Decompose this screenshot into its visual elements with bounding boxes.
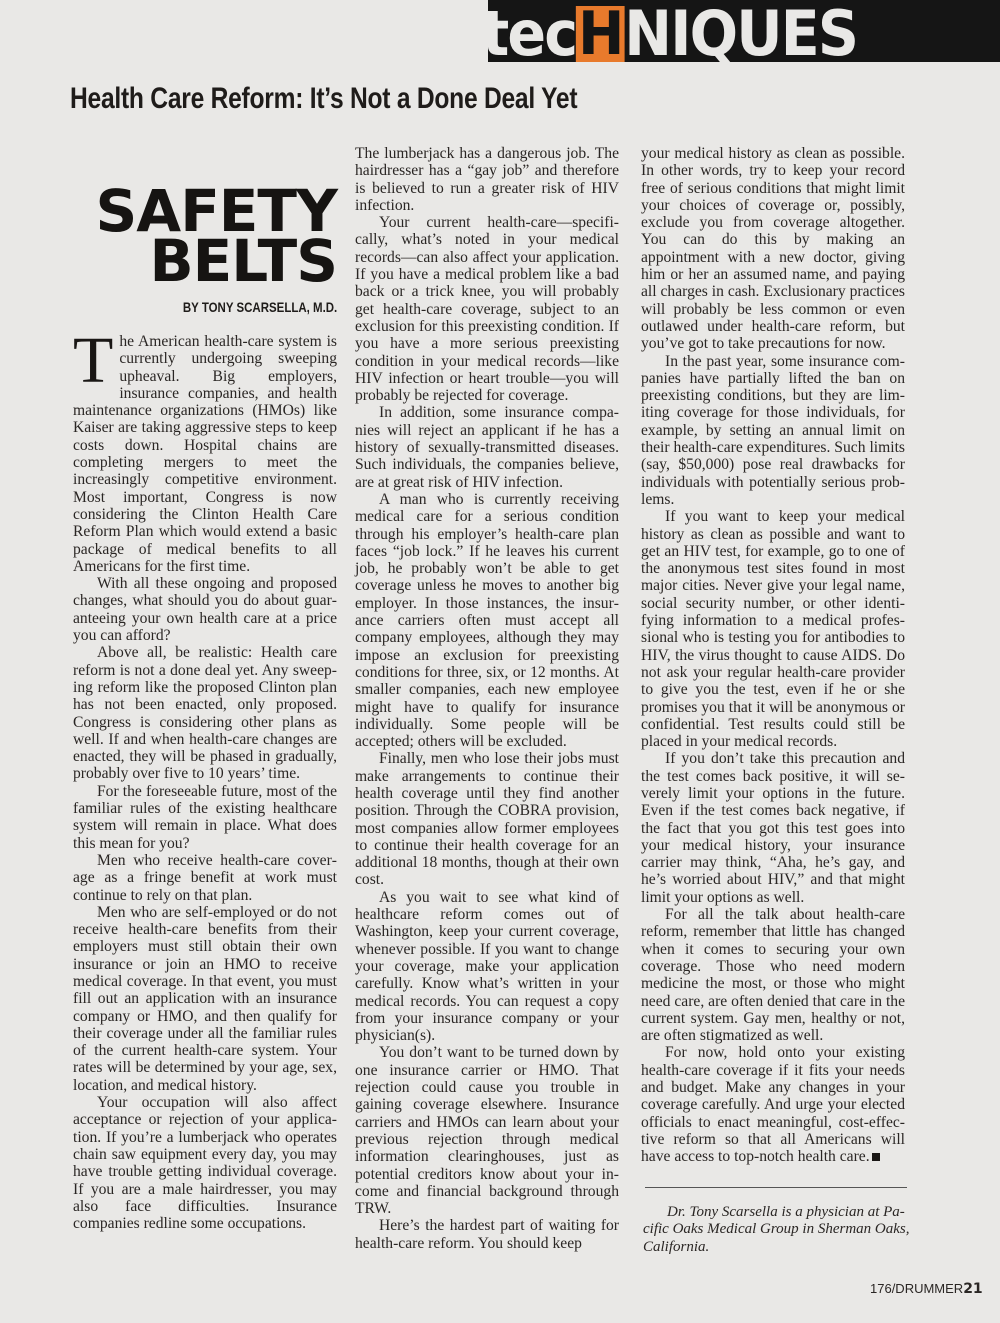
bio-divider: [645, 1187, 907, 1188]
section-title-start: tec: [482, 0, 577, 70]
paragraph: For all the talk about health-care reform, remember that little has changed when it comes to securing your own coverage. Those who need modern medicine the most, or those who might need care, are often denied that care in the current system. Gay men, healthy or not, are often stigmatized as well.: [641, 906, 905, 1045]
article-headline: Health Care Reform: It’s Not a Done Deal Yet: [70, 82, 578, 115]
paragraph: If you don’t take this precaution and the test comes back positive, it will severely limit your options in the future. Even if the test comes back negative, if the fact that you got this test goes into your medical history, your insurance carrier may think, “Aha, he’s gay, and he’s worried about HIV,” and that might limit your options as well.: [641, 750, 905, 906]
paragraph: You don’t want to be turned down by one insurance carrier or HMO. That rejection could cause you trouble in gaining coverage elsewhere. Insurance carriers and HMOs can learn about your previous rejection through medical information clearinghouses, just as potential creditors know about your income and financial background through TRW.: [355, 1044, 619, 1218]
drop-cap: T: [73, 324, 114, 397]
section-title: [482, 0, 858, 70]
paragraph: [73, 324, 337, 575]
article-column-1: [73, 324, 337, 1233]
byline: BY TONY SCARSELLA, M.D.: [182, 299, 337, 315]
paragraph: The lumberjack has a dangerous job. The hairdresser has a “gay job” and therefore is believed to run a greater risk of HIV infection.: [355, 145, 619, 214]
paragraph: Your occupation will also affect acceptance or rejection of your application. If you’re a lumberjack who operates chain saw equipment every day, you may have trouble getting individual coverage. If you are a male hairdresser, you may also face difficulties. Insurance companies redline some occupations.: [73, 1094, 337, 1233]
kicker-line-1: SAFETY: [95, 177, 337, 245]
paragraph: Here’s the hardest part of waiting for health-care reform. You should keep: [355, 1217, 619, 1252]
paragraph: Above all, be realistic: Health care reform is not a done deal yet. Any sweeping reform like the proposed Clinton plan has not been enacted, only proposed. Congress is considering other plans as well. If and when health-care changes are enacted, they will be phased in gradually, probably over five to 10 years’ time.: [73, 644, 337, 783]
paragraph-text: he American health-care system is currently undergoing sweeping upheaval. Big employers, insurance companies, and health maintenance organizations (HMOs) like Kaiser are taking aggressive steps to keep costs down. Hospital chains are completing mergers to meet the increasingly competitive environment. Most important, Congress is now considering the Clinton Health Care Reform Plan which would extend a basic package of medical benefits to all Americans for the first time.: [73, 333, 337, 575]
page-number: 21: [963, 1281, 983, 1297]
paragraph: With all these ongoing and proposed changes, what should you do about guaranteeing your own health care at a price you can afford?: [73, 575, 337, 645]
paragraph: A man who is currently receiving medical care for a serious condition through his employer’s health-care plan faces “job lock.” If he leaves his current job, he probably won’t be able to get coverage unless he moves to another big employer. In those instances, the insurance carriers often must accept all company employees, although they may impose an exclusion for preexisting conditions for three, six, or 12 months. At smaller companies, each new employee might have to qualify for insurance individually. Some people will be accepted; others will be excluded.: [355, 490, 619, 751]
paragraph: In addition, some insurance companies will reject an applicant if he has a history of sexually-transmitted diseases. Such individuals, the companies believe, are at great risk of HIV infection.: [355, 404, 619, 491]
paragraph: Finally, men who lose their jobs must make arrangements to continue their health coverage until they find another position. Through the COBRA provision, most companies allow former employees to continue their health coverage for an additional 18 months, though at their own cost.: [355, 750, 619, 889]
paragraph: In the past year, some insurance companies have partially lifted the ban on preexisting conditions, but they are limiting coverage for those individuals, for example, by setting an annual limit on their health-care expenditures. Such limits (say, $50,000) pose real drawbacks for individuals with potentially serious problems.: [641, 352, 905, 508]
section-banner-tail: [920, 10, 1000, 62]
article-column-3: [641, 145, 905, 1166]
section-title-end: NIQUES: [624, 0, 858, 70]
paragraph: Men who receive health-care coverage as a fringe benefit at work must continue to rely on that plan.: [73, 851, 337, 904]
paragraph-text: For now, hold onto your existing health-care coverage if it fits your needs and budget. Make any changes in your coverage carefully. And urge your elected officials to enact meaningful, cost-effective reform so that all Americans will have access to top-notch health care.: [641, 1044, 905, 1166]
page-folio: [870, 1281, 983, 1297]
paragraph: Men who are self-employed or do not receive health-care benefits from their employers must still obtain their own insurance or join an HMO to receive medical coverage. In that event, you must fill out an application with an insurance company or HMO, and then qualify for their coverage under all the familiar rules of the current health-care system. Your rates will be determined by your age, sex, location, and medical history.: [73, 903, 337, 1094]
paragraph: your medical history as clean as possible. In other words, try to keep your record free of serious conditions that might limit your choices of coverage or, possibly, exclude you from coverage altogether. You can do this by making an appointment with a new doctor, giving him or her an assumed name, and paying all charges in cash. Exclusionary practices will probably be less common or even outlawed under health-care reform, but you’ve got to take precautions for now.: [641, 145, 905, 353]
issue-label: 176/DRUMMER: [870, 1281, 964, 1296]
author-bio: Dr. Tony Scarsella is a physician at Pacific Oaks Medical Group in Sherman Oaks, California.: [643, 1204, 910, 1255]
paragraph: If you want to keep your medical history as clean as possible and want to get an HIV test, for example, go to one of the anonymous test sites found in most major cities. Never give your legal name, social security number, or other identifying information to a medical professional who is testing you for antibodies to HIV, the virus thought to cause AIDS. Do not ask your regular health-care provider to give you the test, even if he or she promises you that it will be anonymous or confidential. Test results could still be placed in your medical records.: [641, 508, 905, 751]
paragraph: [641, 1044, 905, 1165]
paragraph: For the foreseeable future, most of the familiar rules of the existing healthcare system will remain in place. What does this mean for you?: [73, 782, 337, 852]
section-title-highlight: H: [578, 0, 623, 69]
paragraph: Your current health-care—specifically, what’s noted in your medical records—can also affect your application. If you have a medical problem like a bad back or a trick knee, you will probably get health-care coverage, subject to an exclusion for this preexisting condition. If you have a more serious preexisting condition in your medical records—like HIV infection or heart trouble—you will probably be rejected for coverage.: [355, 214, 619, 405]
article-column-2: [355, 145, 619, 1252]
column-kicker: [95, 177, 337, 295]
end-mark-icon: [872, 1153, 880, 1161]
kicker-line-2: BELTS: [149, 227, 337, 295]
paragraph: As you wait to see what kind of healthcare reform comes out of Washington, keep your current coverage, whenever possible. If you want to change your coverage, make your application carefully. Know what’s written in your medical records. You can request a copy from your insurance company or your physician(s).: [355, 888, 619, 1045]
